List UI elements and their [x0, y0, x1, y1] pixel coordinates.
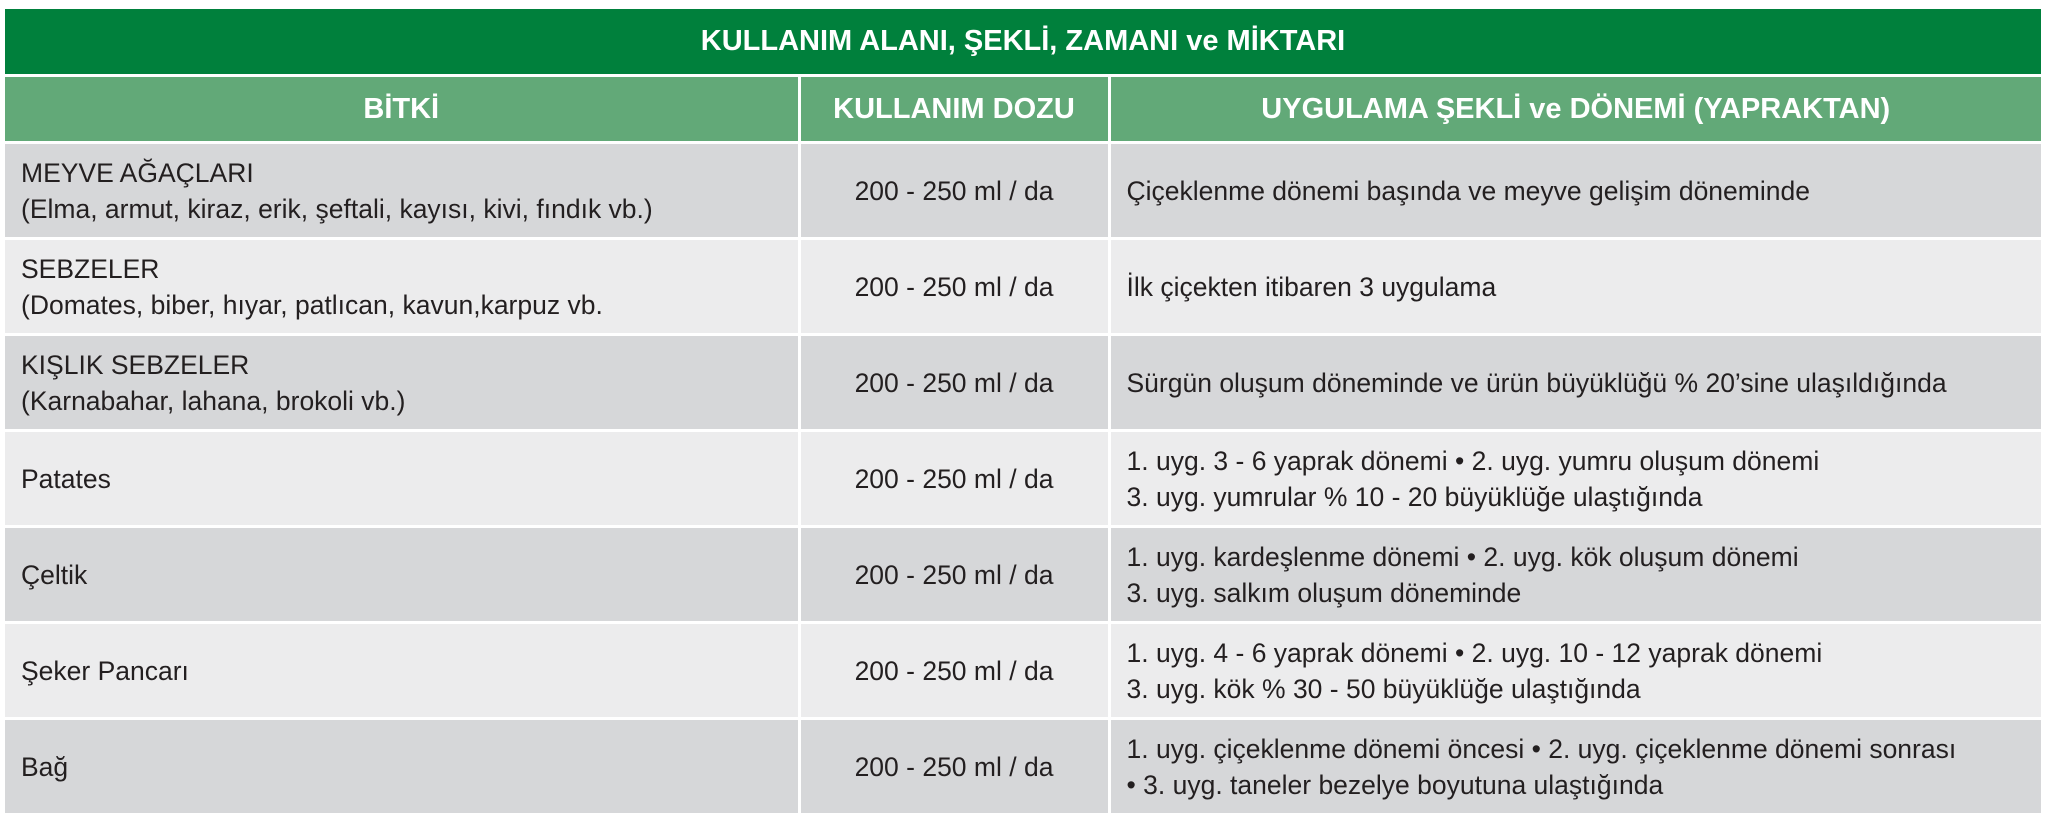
plant-cell: [5, 431, 799, 527]
dose-cell: 200 - 250 ml / da: [799, 239, 1109, 335]
table-body: [5, 143, 2041, 815]
application-cell: [1109, 431, 2041, 527]
table-row: [5, 431, 2041, 527]
plant-cell: [5, 143, 799, 239]
plant-name: Şeker Pancarı: [21, 655, 189, 686]
application-line: 3. uyg. salkım oluşum döneminde: [1126, 577, 1522, 608]
plant-cell: [5, 719, 799, 815]
plant-name: Çeltik: [21, 559, 88, 590]
application-cell: [1109, 719, 2041, 815]
table-row: [5, 143, 2041, 239]
dose-cell: 200 - 250 ml / da: [799, 623, 1109, 719]
plant-examples: (Domates, biber, hıyar, patlıcan, kavun,karpuz vb.: [21, 289, 603, 320]
application-line: Sürgün oluşum döneminde ve ürün büyüklüğü % 20’sine ulaşıldığında: [1126, 367, 1947, 398]
application-line: Çiçeklenme dönemi başında ve meyve gelişim döneminde: [1126, 175, 1810, 206]
table-row: [5, 719, 2041, 815]
table-title: KULLANIM ALANI, ŞEKLİ, ZAMANI ve MİKTARI: [5, 9, 2041, 76]
application-cell: [1109, 143, 2041, 239]
plant-name: Patates: [21, 463, 111, 494]
plant-examples: (Karnabahar, lahana, brokoli vb.): [21, 385, 406, 416]
usage-table-container: [5, 9, 2041, 816]
column-header-dose: KULLANIM DOZU: [799, 76, 1109, 143]
application-line: 1. uyg. çiçeklenme dönemi öncesi • 2. uyg. çiçeklenme dönemi sonrası: [1126, 733, 1957, 764]
table-row: [5, 623, 2041, 719]
application-cell: [1109, 527, 2041, 623]
application-line: İlk çiçekten itibaren 3 uygulama: [1126, 271, 1497, 302]
application-cell: [1109, 623, 2041, 719]
dose-cell: 200 - 250 ml / da: [799, 335, 1109, 431]
application-line: 1. uyg. 4 - 6 yaprak dönemi • 2. uyg. 10 - 12 yaprak dönemi: [1126, 637, 1823, 668]
column-header-row: [5, 76, 2041, 143]
plant-examples: (Elma, armut, kiraz, erik, şeftali, kayısı, kivi, fındık vb.): [21, 193, 653, 224]
column-header-plant: BİTKİ: [5, 76, 799, 143]
dose-cell: 200 - 250 ml / da: [799, 143, 1109, 239]
application-line: • 3. uyg. taneler bezelye boyutuna ulaştığında: [1126, 769, 1664, 800]
dose-cell: 200 - 250 ml / da: [799, 527, 1109, 623]
plant-name: SEBZELER: [21, 253, 160, 284]
application-line: 1. uyg. kardeşlenme dönemi • 2. uyg. kök oluşum dönemi: [1126, 541, 1799, 572]
plant-name: MEYVE AĞAÇLARI: [21, 157, 254, 188]
application-line: 3. uyg. yumrular % 10 - 20 büyüklüğe ulaştığında: [1126, 481, 1703, 512]
table-row: [5, 527, 2041, 623]
plant-name: Bağ: [21, 751, 69, 782]
table-row: [5, 335, 2041, 431]
dose-cell: 200 - 250 ml / da: [799, 719, 1109, 815]
application-line: 1. uyg. 3 - 6 yaprak dönemi • 2. uyg. yumru oluşum dönemi: [1126, 445, 1820, 476]
plant-name: KIŞLIK SEBZELER: [21, 349, 250, 380]
usage-table: [5, 9, 2041, 816]
table-row: [5, 239, 2041, 335]
application-line: 3. uyg. kök % 30 - 50 büyüklüğe ulaştığında: [1126, 673, 1641, 704]
column-header-application: UYGULAMA ŞEKLİ ve DÖNEMİ (YAPRAKTAN): [1109, 76, 2041, 143]
table-title-row: [5, 9, 2041, 76]
dose-cell: 200 - 250 ml / da: [799, 431, 1109, 527]
application-cell: [1109, 239, 2041, 335]
plant-cell: [5, 527, 799, 623]
plant-cell: [5, 623, 799, 719]
plant-cell: [5, 335, 799, 431]
plant-cell: [5, 239, 799, 335]
application-cell: [1109, 335, 2041, 431]
